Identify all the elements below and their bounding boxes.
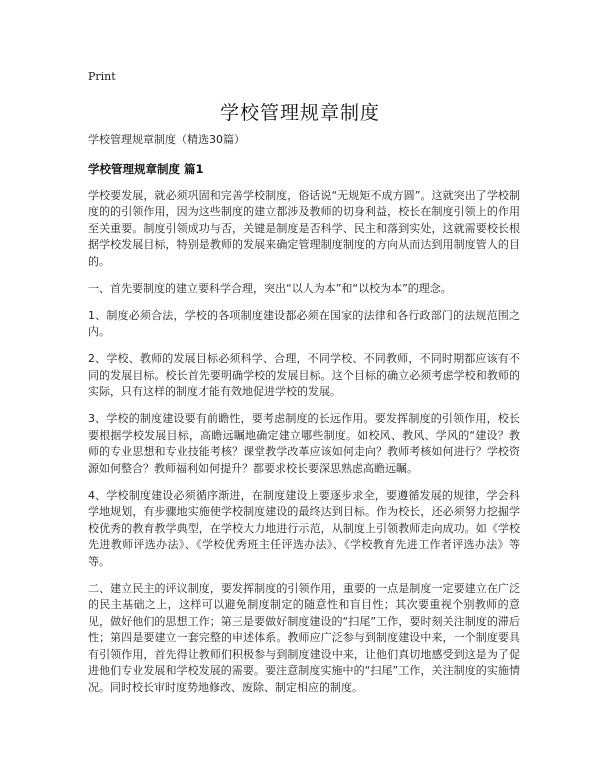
body-paragraph: 2、学校、教师的发展目标必须科学、合理，不同学校、不同教师，不同时期都应该有不同的发展目标。校长首先要明确学校的发展目标。这个目标的确立必须考虑学校和教师的实际，只有这样的制度才能有效地促进学校的发展。 xyxy=(88,352,520,398)
body-paragraph: 一、首先要制度的建立要科学合理，突出“以人为本”和“以校为本”的理念。 xyxy=(88,281,452,295)
body-paragraph: 学校要发展，就必须巩固和完善学校制度，俗话说“无规矩不成方圆”。这就突出了学校制度的的引领作用，因为这些制度的建立都涉及教师的切身利益，校长在制度引领上的作用至关重要。制度引领成功与否，关键是制度是否科学、民主和落到实处，这就需要校长根据学校发展目标，特别是教师的发展来确定管理制度制度的方向从而达到用制度管人的目的。 xyxy=(88,188,520,268)
document-body xyxy=(88,132,520,707)
body-paragraph: 3、学校的制度建设要有前瞻性，要考虑制度的长远作用。要发挥制度的引领作用，校长要根据学校发展目标，高瞻远瞩地确定建立哪些制度。如校风、教风、学风的“建设？教师的专业思想和专业技能考核？课堂教学改革应该如何走向？教师考核如何进行？学校资源如何整合？教师福利如何提升？都要求校长要深思熟虑高瞻远瞩。 xyxy=(88,412,520,475)
body-paragraph: 4、学校制度建设必须循序渐进，在制度建设上要逐步求全，要遵循发展的规律，学会科学地规划，有步骤地实施使学校制度建设的最终达到目标。作为校长，还必须努力挖掘学校优秀的教育教学典型，在学校大力地进行示范，从制度上引领教师走向成功。如《学校先进教师评选办法》、《学校优秀班主任评选办法》、《学校教育先进工作者评选办法》等等。 xyxy=(88,488,520,568)
document-title: 学校管理规章制度 xyxy=(219,102,380,124)
body-paragraph: 二、建立民主的评议制度，要发挥制度的引领作用，重要的一点是制度一定要建立在广泛的民主基础之上，这样可以避免制度制定的随意性和盲目性；其次要重视个别教师的意见，做好他们的思想工作；第三是要做好制度建设的“扫尾”工作，要时刻关注制度的滞后性；第四是要建立一套完整的申述体系。教师应广泛参与到制度建设中来，一个制度要具有引领作用，首先得让教师们积极参与到制度建设中来，让他们真切地感受到这是为了促进他们专业发展和学校发展的需要。要注意制度实施中的“扫尾”工作，关注制度的实施情况。同时校长审时度势地修改、废除、制定相应的制度。 xyxy=(88,581,520,694)
document-subtitle: 学校管理规章制度（精选30篇） xyxy=(88,133,245,146)
print-link[interactable]: Print xyxy=(88,70,116,83)
section-heading: 学校管理规章制度 篇1 xyxy=(88,161,204,176)
body-paragraph: 1、制度必须合法，学校的各项制度建设都必须在国家的法律和各行政部门的法规范围之内。 xyxy=(88,308,520,338)
